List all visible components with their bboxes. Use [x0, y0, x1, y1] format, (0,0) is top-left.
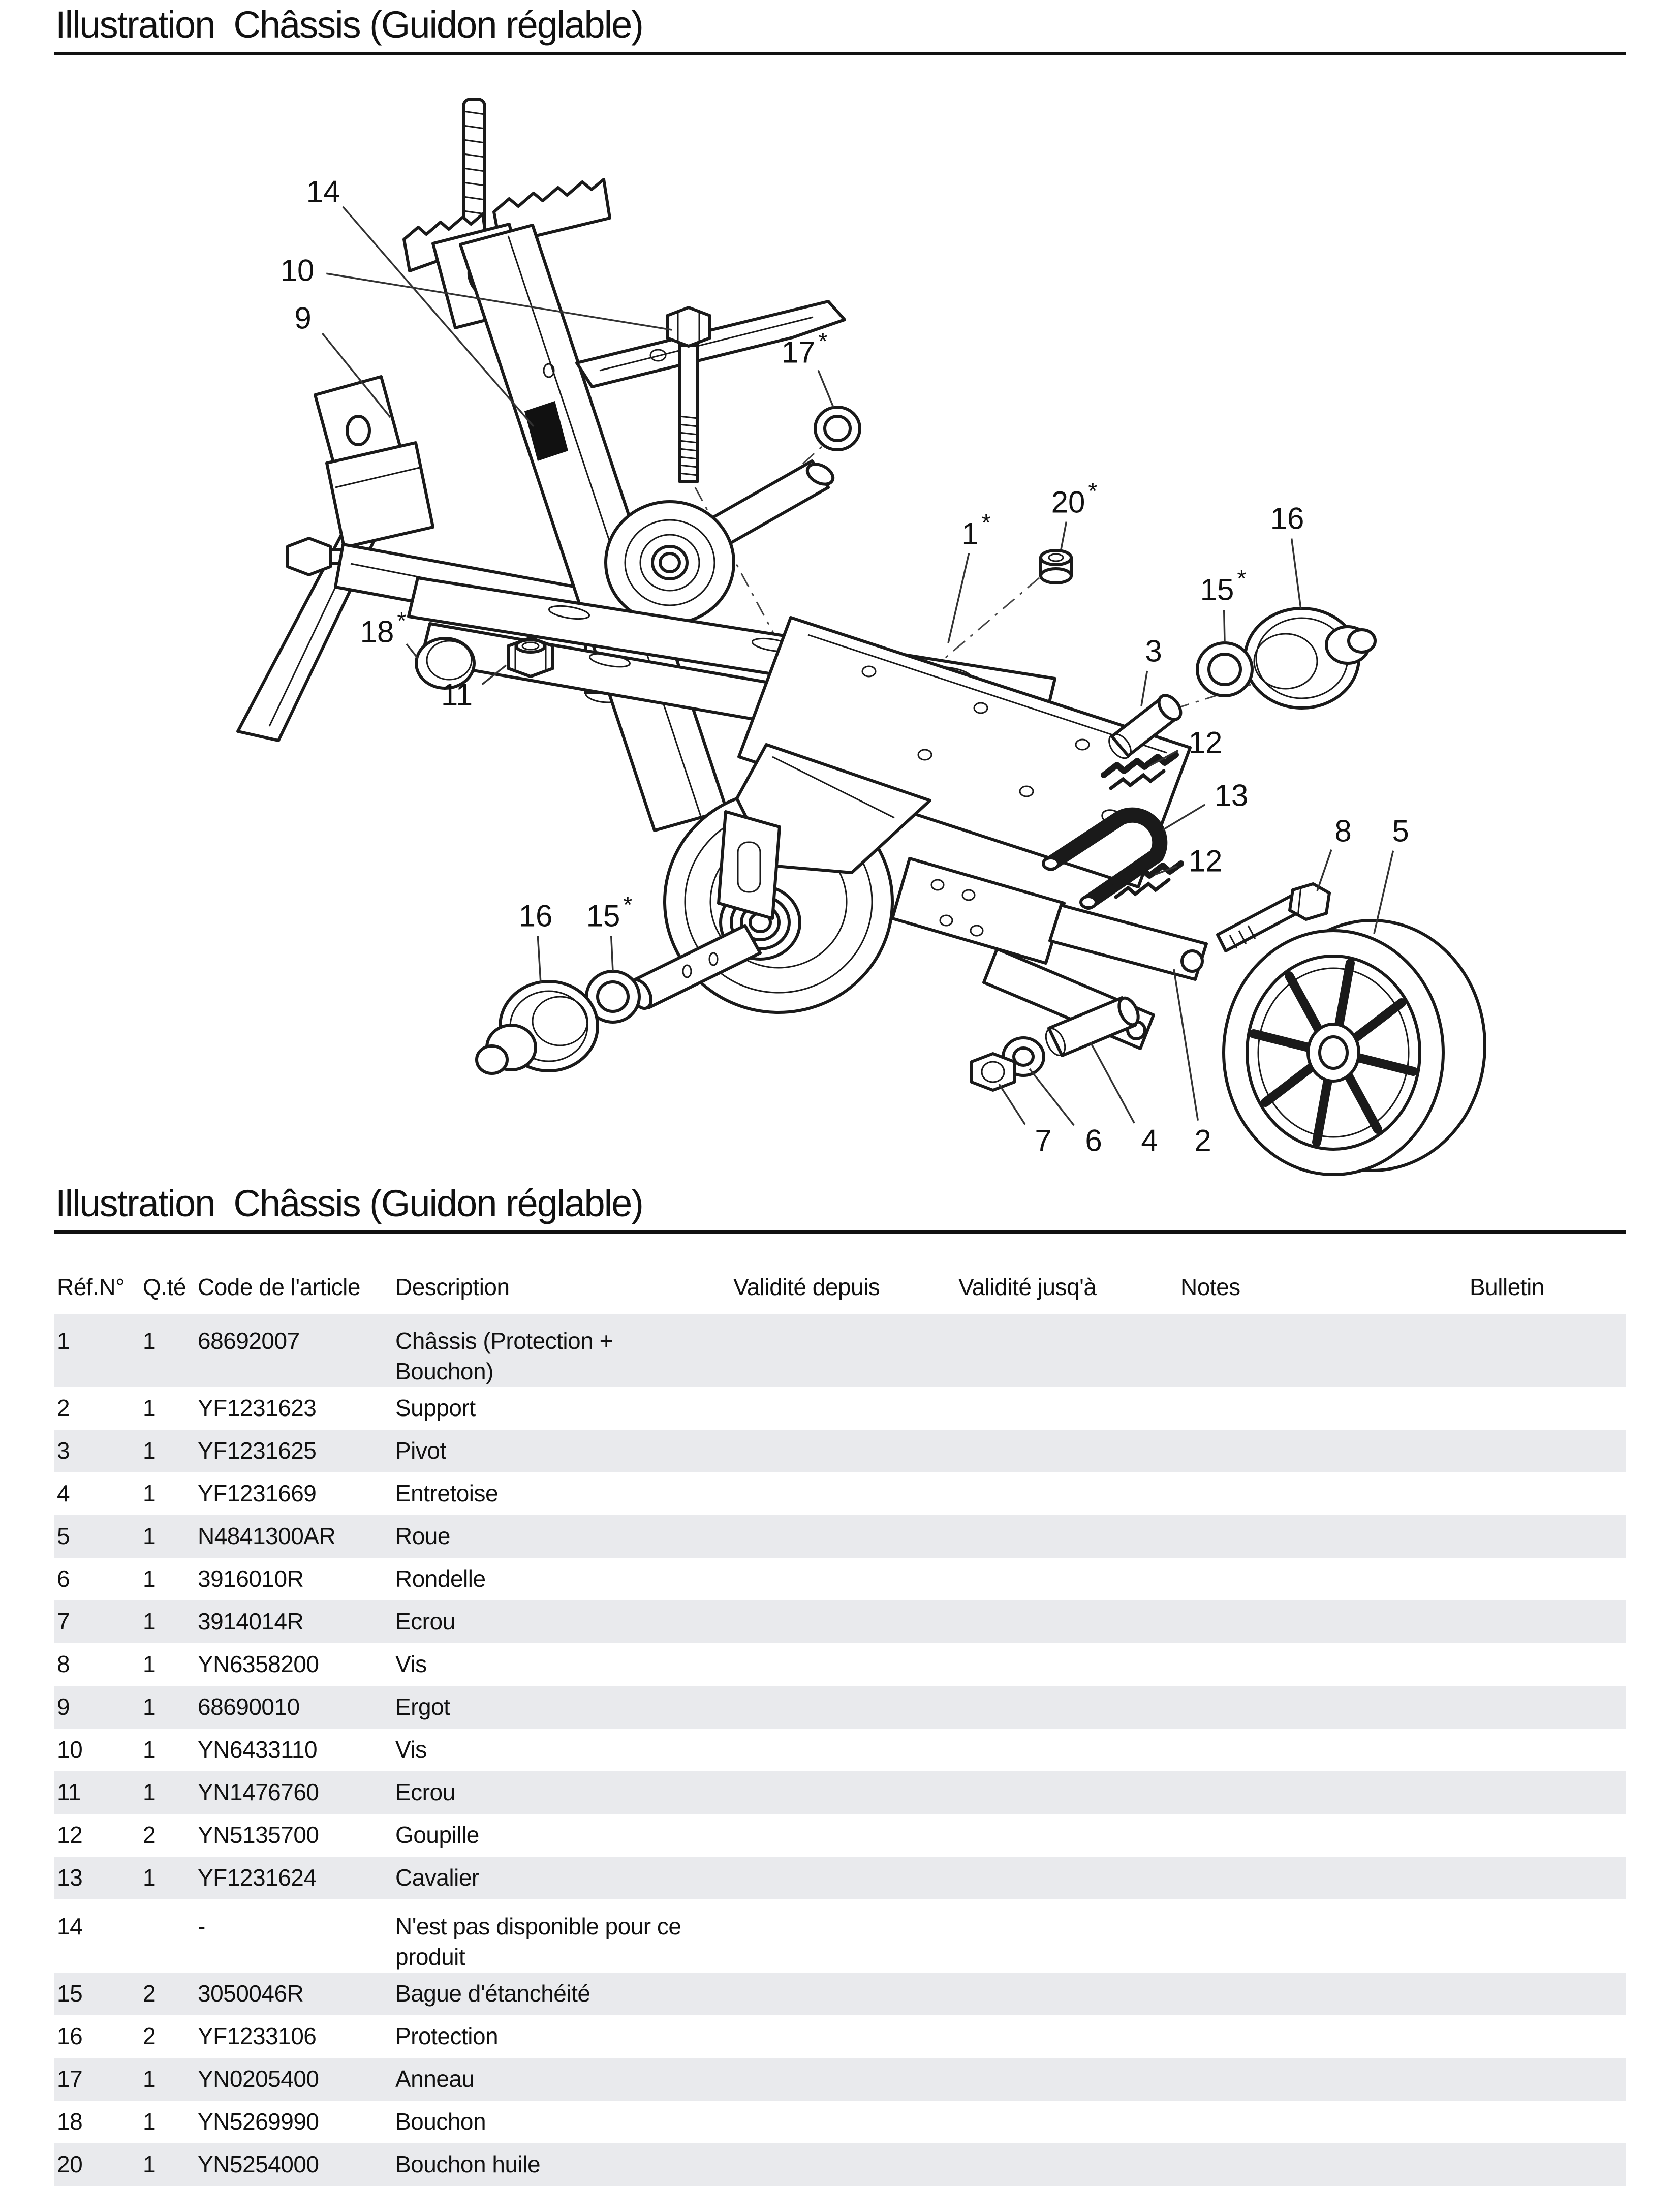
- table-row: [54, 1558, 1626, 1600]
- cell-ref: 6: [57, 1565, 70, 1592]
- callout-leader-20: [1061, 521, 1066, 549]
- table-row: [54, 2058, 1626, 2101]
- cell-notes: [1180, 1314, 1470, 1326]
- callout-label-16: 16: [1270, 501, 1304, 536]
- col-validite-jusqua: Validité jusq'à: [958, 1274, 1097, 1301]
- table-row: [54, 1430, 1626, 1472]
- part-bouchon-huile-20: [1041, 550, 1071, 583]
- cell-ref: 7: [57, 1608, 70, 1635]
- cell-desc: N'est pas disponible pour ce produit: [395, 1913, 681, 1970]
- cell-ref: 12: [57, 1822, 83, 1849]
- cell-code: YN5269990: [198, 2108, 319, 2135]
- cell-qty: 2: [143, 1822, 156, 1849]
- callout-leader-15: [611, 936, 613, 971]
- exploded-view-svg: [0, 55, 1680, 1179]
- cell-desc: Vis: [395, 1651, 427, 1678]
- cell-qty: 1: [143, 2065, 156, 2092]
- callout-leader-2: [1174, 969, 1198, 1121]
- col-notes: Notes: [1180, 1274, 1240, 1301]
- cell-code: 68690010: [198, 1694, 300, 1720]
- cell-qty: 1: [143, 1608, 156, 1635]
- cell-qty: 1: [143, 1779, 156, 1806]
- parts-table: [54, 1273, 1626, 2185]
- col-description: Description: [395, 1274, 510, 1301]
- cell-qty: 2: [143, 1980, 156, 2007]
- cell-qty: 1: [143, 2150, 156, 2177]
- table-section-title: Illustration Châssis (Guidon réglable): [55, 1182, 643, 1224]
- cell-ref: 20: [57, 2150, 83, 2177]
- table-row: [54, 1314, 1626, 1387]
- callout-leader-17: [818, 370, 833, 407]
- part-protection-16-left: [477, 981, 598, 1073]
- cell-qty: 1: [143, 1864, 156, 1891]
- cell-code: N4841300AR: [198, 1523, 336, 1550]
- callout-label-15-ast: 15 *: [1200, 565, 1247, 607]
- cell-code: -: [198, 1913, 205, 1939]
- part-chassis-deck: [409, 578, 1190, 918]
- cell-ref: 4: [57, 1480, 70, 1507]
- part-anneau-17: [815, 407, 860, 450]
- col-ref: Réf.N°: [57, 1274, 125, 1301]
- part-bague-15-right: [1197, 643, 1252, 696]
- cell-qty: 1: [143, 1437, 156, 1464]
- cell-code: YF1231625: [198, 1437, 317, 1464]
- cell-ref: 15: [57, 1980, 83, 2007]
- cell-code: 3916010R: [198, 1565, 304, 1592]
- cell-code: YN6358200: [198, 1651, 319, 1678]
- cell-validite-jusqua: [958, 1899, 1180, 1912]
- table-row: [54, 1472, 1626, 1515]
- cell-ref: 14: [57, 1913, 83, 1939]
- cell-code: YN6433110: [198, 1736, 318, 1763]
- table-row: [54, 1814, 1626, 1857]
- cell-desc: Ergot: [395, 1694, 450, 1720]
- cell-code: YN5254000: [198, 2150, 319, 2177]
- cell-desc: Support: [395, 1395, 476, 1422]
- callout-label-7: 7: [1035, 1123, 1052, 1158]
- table-row: [54, 1643, 1626, 1686]
- part-roue-5: [1224, 920, 1485, 1175]
- callout-label-9: 9: [294, 301, 312, 335]
- cell-desc: Bouchon: [395, 2108, 486, 2135]
- cell-ref: 3: [57, 1437, 70, 1464]
- cell-desc: Anneau: [395, 2065, 475, 2092]
- cell-notes: [1180, 1899, 1470, 1912]
- cell-desc: Goupille: [395, 1822, 479, 1849]
- col-bulletin: Bulletin: [1470, 1274, 1544, 1301]
- cell-validite-depuis: [733, 1899, 958, 1912]
- cell-ref: 5: [57, 1523, 70, 1550]
- title-rule: [54, 52, 1626, 55]
- table-row: [54, 2143, 1626, 2186]
- cell-code: YF1233106: [198, 2022, 317, 2049]
- callout-label-10: 10: [280, 253, 315, 288]
- col-code: Code de l'article: [198, 1274, 360, 1301]
- page-title: Illustration Châssis (Guidon réglable): [55, 4, 643, 46]
- part-vis-10: [667, 307, 710, 481]
- callout-label-1-ast: 1 *: [961, 509, 991, 551]
- cell-desc: Ecrou: [395, 1779, 455, 1806]
- callout-label-6: 6: [1085, 1123, 1102, 1158]
- table-header: [54, 1273, 1626, 1301]
- callout-label-15-ast: 15 *: [586, 891, 633, 933]
- cell-desc: Roue: [395, 1523, 450, 1550]
- table-row: [54, 1771, 1626, 1814]
- cell-desc: Vis: [395, 1736, 427, 1763]
- cell-qty: 2: [143, 2022, 156, 2049]
- cell-code: YF1231669: [198, 1480, 317, 1507]
- cell-ref: 9: [57, 1694, 70, 1720]
- cell-qty: 1: [143, 1328, 156, 1354]
- cell-bulletin: [1470, 1314, 1626, 1326]
- cell-code: YN1476760: [198, 1779, 319, 1806]
- cell-desc: Pivot: [395, 1437, 446, 1464]
- callout-label-17-ast: 17 *: [781, 327, 828, 370]
- callout-label-13: 13: [1214, 778, 1249, 813]
- cell-qty: 1: [143, 1694, 156, 1720]
- part-ecrou-7: [972, 1054, 1014, 1090]
- cell-ref: 17: [57, 2065, 83, 2092]
- callout-label-16: 16: [518, 899, 553, 933]
- callout-label-20-ast: 20 *: [1051, 477, 1098, 519]
- callout-leader-16: [538, 936, 541, 983]
- cell-qty: 1: [143, 1565, 156, 1592]
- col-validite-depuis: Validité depuis: [733, 1274, 880, 1301]
- cell-code: YN5135700: [198, 1822, 319, 1849]
- table-row: [54, 1686, 1626, 1729]
- callout-label-12: 12: [1188, 725, 1223, 760]
- callout-leader-1: [948, 553, 969, 642]
- cell-code: YN0205400: [198, 2065, 319, 2092]
- cell-qty: 1: [143, 1480, 156, 1507]
- cell-ref: 11: [57, 1779, 81, 1806]
- callout-leader-8: [1317, 849, 1331, 890]
- table-row: [54, 1515, 1626, 1558]
- callout-leader-3: [1141, 671, 1147, 706]
- cell-ref: 10: [57, 1736, 83, 1763]
- callout-label-3: 3: [1145, 634, 1162, 668]
- callout-leader-6: [1030, 1069, 1074, 1125]
- table-row: [54, 1729, 1626, 1771]
- callout-label-4: 4: [1141, 1123, 1158, 1158]
- cell-code: YF1231623: [198, 1395, 317, 1422]
- cell-qty: 1: [143, 1736, 156, 1763]
- table-row: [54, 1973, 1626, 2015]
- part-ecrou-11: [508, 638, 553, 676]
- cell-ref: 13: [57, 1864, 83, 1891]
- table-row: [54, 1600, 1626, 1643]
- cell-desc: Ecrou: [395, 1608, 455, 1635]
- callout-label-18-ast: 18 *: [360, 607, 407, 649]
- cell-validite-jusqua: [958, 1314, 1180, 1326]
- table-row: [54, 2101, 1626, 2143]
- cell-desc: Cavalier: [395, 1864, 479, 1891]
- callout-label-2: 2: [1194, 1123, 1211, 1158]
- cell-code: YF1231624: [198, 1864, 317, 1891]
- callout-leader-18: [407, 644, 418, 658]
- callout-leader-7: [999, 1084, 1025, 1125]
- callout-leader-16: [1292, 538, 1301, 609]
- part-protection-16-right: [1245, 608, 1375, 708]
- cell-validite-depuis: [733, 1314, 958, 1326]
- table-section-rule: [54, 1230, 1626, 1234]
- cell-code: 3050046R: [198, 1980, 304, 2007]
- cell-code: 68692007: [198, 1328, 300, 1354]
- cell-ref: 2: [57, 1395, 70, 1422]
- cell-qty: 1: [143, 1523, 156, 1550]
- cell-desc: Châssis (Protection + Bouchon): [395, 1328, 613, 1385]
- cell-ref: 16: [57, 2022, 83, 2049]
- cell-desc: Rondelle: [395, 1565, 486, 1592]
- col-qty: Q.té: [143, 1274, 186, 1301]
- part-upper-hub: [606, 460, 836, 624]
- callout-label-14: 14: [306, 174, 340, 209]
- callout-leader-4: [1091, 1042, 1134, 1123]
- cell-qty: [143, 1899, 198, 1912]
- table-row: [54, 2015, 1626, 2058]
- cell-code: 3914014R: [198, 1608, 304, 1635]
- cell-desc: Bouchon huile: [395, 2150, 541, 2177]
- cell-ref: 8: [57, 1651, 70, 1678]
- callout-label-11: 11: [441, 678, 473, 712]
- callout-label-12: 12: [1188, 844, 1223, 878]
- callout-leader-15: [1224, 610, 1225, 642]
- table-row: [54, 1387, 1626, 1430]
- table-row: [54, 1899, 1626, 1973]
- cell-desc: Entretoise: [395, 1480, 499, 1507]
- callout-label-8: 8: [1334, 814, 1352, 848]
- cell-ref: 18: [57, 2108, 83, 2135]
- cell-desc: Bague d'étanchéité: [395, 1980, 590, 2007]
- cell-qty: 1: [143, 1651, 156, 1678]
- cell-desc: Protection: [395, 2022, 499, 2049]
- cell-bulletin: [1470, 1899, 1626, 1912]
- callout-label-5: 5: [1392, 814, 1409, 848]
- cell-qty: 1: [143, 1395, 156, 1422]
- cell-ref: 1: [57, 1328, 70, 1354]
- parts-diagram: [0, 55, 1680, 1179]
- table-body: [54, 1314, 1626, 2185]
- table-row: [54, 1857, 1626, 1899]
- cell-qty: 1: [143, 2108, 156, 2135]
